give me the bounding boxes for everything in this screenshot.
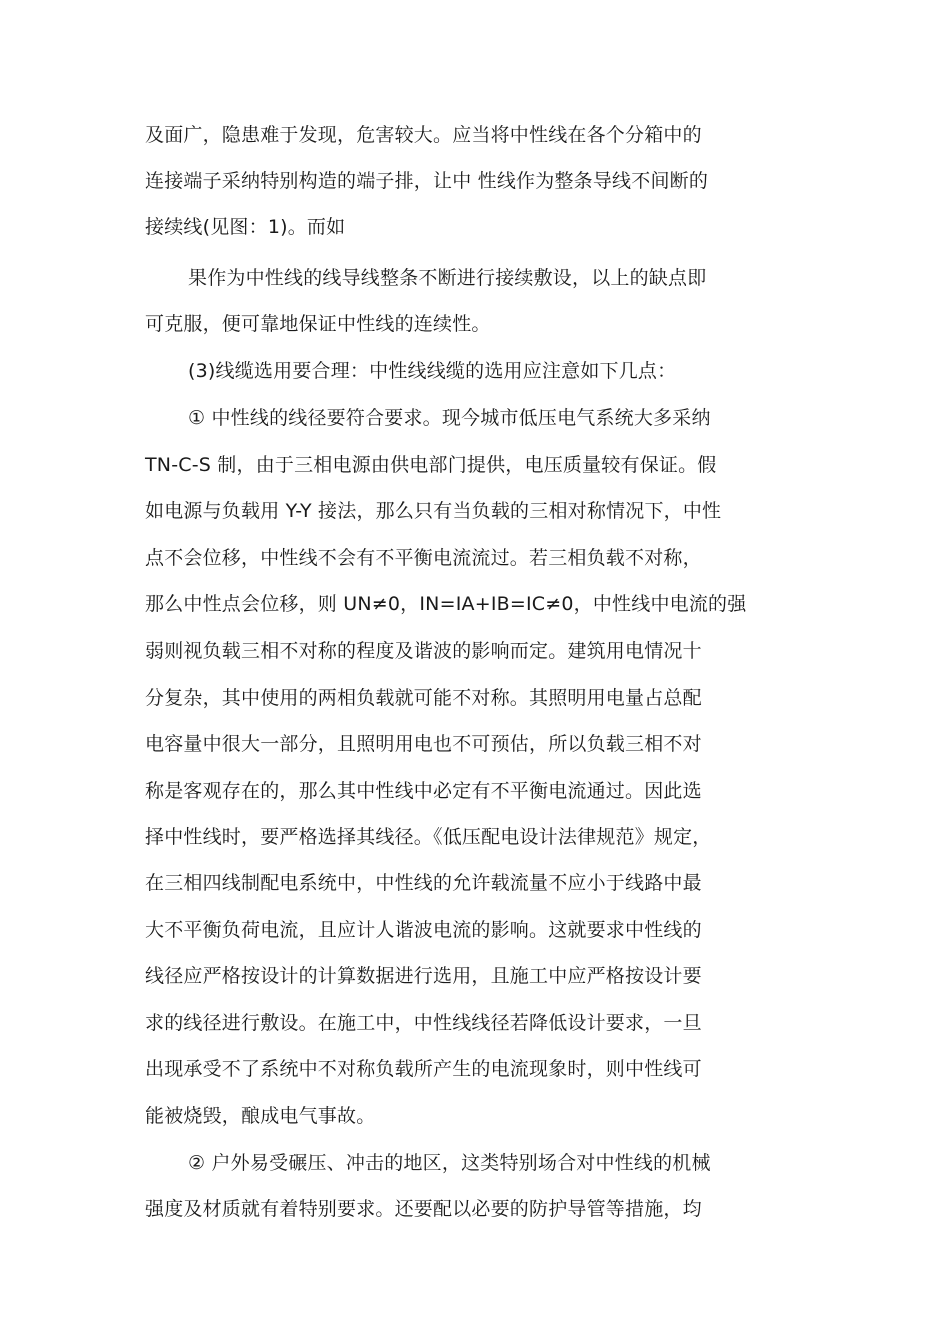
text-line: 电容量中很大一部分，且照明用电也不可预估，所以负载三相不对: [145, 733, 702, 755]
text-line: ② 户外易受碾压、冲击的地区，这类特别场合对中性线的机械: [188, 1152, 711, 1174]
text-line: 在三相四线制配电系统中，中性线的允许载流量不应小于线路中最: [145, 872, 702, 894]
text-line: 接续线(见图：1)。而如: [145, 216, 346, 238]
text-line: 强度及材质就有着特别要求。还要配以必要的防护导管等措施，均: [145, 1198, 702, 1220]
text-line: 连接端子采纳特别构造的端子排，让中 性线作为整条导线不间断的: [145, 170, 709, 192]
text-line: 点不会位移，中性线不会有不平衡电流流过。若三相负载不对称，: [145, 547, 702, 569]
text-line: 出现承受不了系统中不对称负载所产生的电流现象时，则中性线可: [145, 1058, 702, 1080]
text-line: 可克服，便可靠地保证中性线的连续性。: [145, 313, 491, 335]
text-line: ① 中性线的线径要符合要求。现今城市低压电气系统大多采纳: [188, 407, 711, 429]
text-line: 那么中性点会位移，则 UN≠0，IN=IA+IB=IC≠0，中性线中电流的强: [145, 593, 747, 615]
text-line: 线径应严格按设计的计算数据进行选用，且施工中应严格按设计要: [145, 965, 702, 987]
text-line: TN-C-S 制，由于三相电源由供电部门提供，电压质量较有保证。假: [145, 454, 717, 476]
text-line: 择中性线时，要严格选择其线径。《低压配电设计法律规范》规定，: [145, 826, 712, 848]
text-line: (3)线缆选用要合理：中性线线缆的选用应注意如下几点：: [188, 360, 677, 382]
text-line: 分复杂，其中使用的两相负载就可能不对称。其照明用电量占总配: [145, 687, 702, 709]
text-line: 弱则视负载三相不对称的程度及谐波的影响而定。建筑用电情况十: [145, 640, 702, 662]
text-line: 如电源与负载用 Y-Y 接法，那么只有当负载的三相对称情况下，中性: [145, 500, 722, 522]
text-line: 及面广，隐患难于发现，危害较大。应当将中性线在各个分箱中的: [145, 124, 702, 146]
text-line: 大不平衡负荷电流，且应计人谐波电流的影响。这就要求中性线的: [145, 919, 702, 941]
text-line: 求的线径进行敷设。在施工中，中性线线径若降低设计要求，一旦: [145, 1012, 702, 1034]
text-line: 果作为中性线的线导线整条不断进行接续敷设，以上的缺点即: [188, 267, 707, 289]
text-line: 能被烧毁，酿成电气事故。: [145, 1105, 376, 1127]
text-line: 称是客观存在的，那么其中性线中必定有不平衡电流通过。因此选: [145, 780, 702, 802]
